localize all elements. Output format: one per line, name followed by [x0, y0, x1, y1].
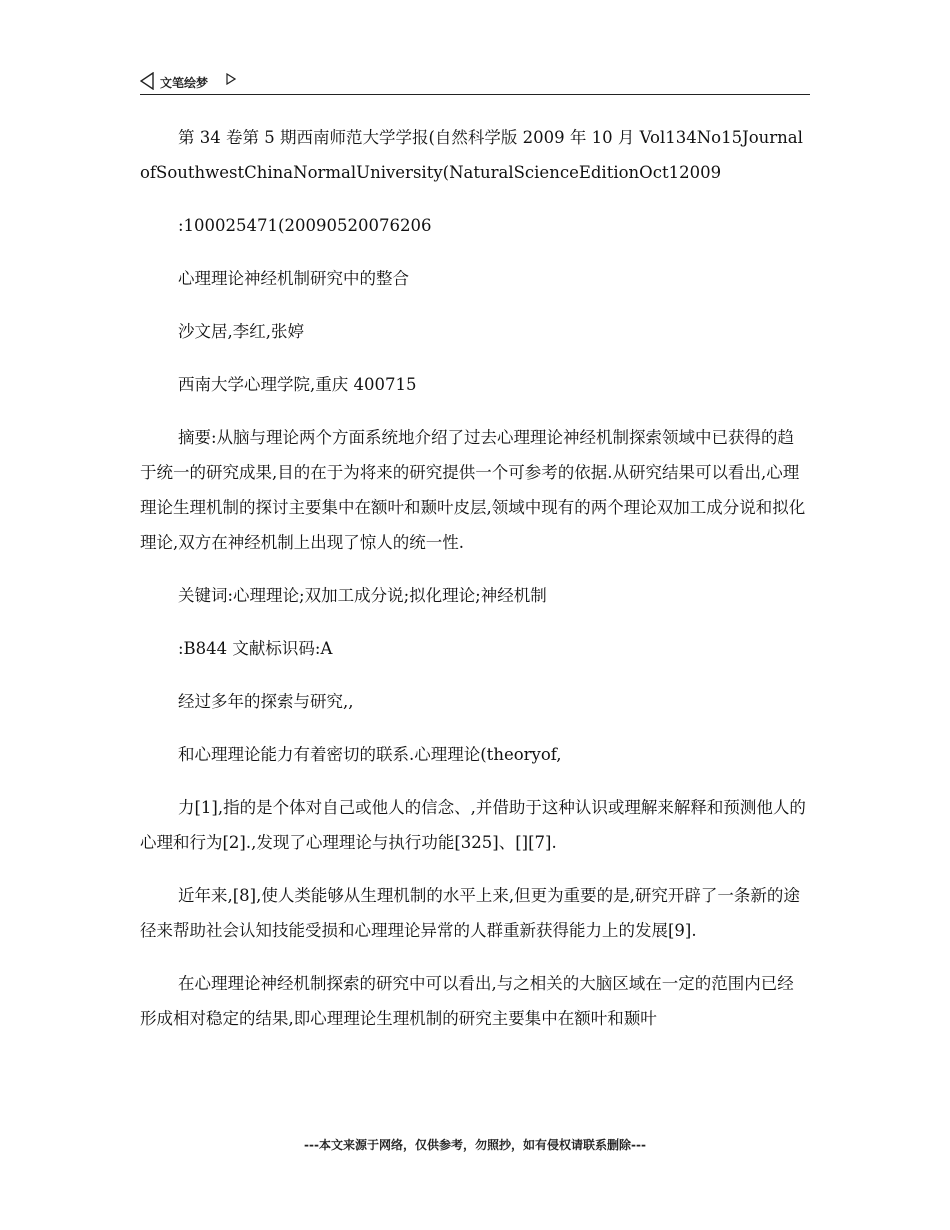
body-paragraph: 近年来,[8],使人类能够从生理机制的水平上来,但更为重要的是,研究开辟了一条新的途径来帮助社会认知技能受损和心理理论异常的人群重新获得能力上的发展[9].: [140, 886, 800, 940]
right-triangle-icon: [226, 73, 236, 85]
article-number: :100025471(20090520076206: [178, 216, 432, 235]
page-header: [140, 70, 810, 95]
header-title: 文笔绘梦: [160, 76, 209, 90]
authors: 沙文居,李红,张婷: [178, 322, 304, 341]
document-body: [140, 120, 810, 1054]
body-paragraph: 力[1],指的是个体对自己或他人的信念、,并借助于这种认识或理解来解释和预测他人的心理和行为[2].,发现了心理理论与执行功能[325]、[][7].: [140, 798, 806, 852]
affiliation: 西南大学心理学院,重庆 400715: [178, 375, 417, 394]
abstract: 摘要:从脑与理论两个方面系统地介绍了过去心理理论神经机制探索领域中已获得的趋于统一的研究成果,目的在于为将来的研究提供一个可参考的依据.从研究结果可以看出,心理理论生理机制的探讨主要集中在额叶和颞叶皮层,领域中现有的两个理论双加工成分说和拟化理论,双方在神经机制上出现了惊人的统一性.: [140, 428, 806, 552]
body-paragraph: 在心理理论神经机制探索的研究中可以看出,与之相关的大脑区域在一定的范围内已经形成相对稳定的结果,即心理理论生理机制的研究主要集中在额叶和颞叶: [140, 974, 794, 1028]
left-triangle-icon: [140, 72, 154, 90]
body-paragraph: 和心理理论能力有着密切的联系.心理理论(theoryof,: [178, 745, 562, 764]
journal-info: 第 34 卷第 5 期西南师范大学学报(自然科学版 2009 年 10 月 Vol134No15JournalofSouthwestChinaNormalUniversity(NaturalScienceEditionOct12009: [140, 128, 803, 182]
classification-code: :B844 文献标识码:A: [178, 639, 333, 658]
keywords: 关键词:心理理论;双加工成分说;拟化理论;神经机制: [178, 586, 547, 605]
page-footer: ---本文来源于网络，仅供参考，勿照抄，如有侵权请联系删除---: [304, 1138, 646, 1152]
body-paragraph: 经过多年的探索与研究,,: [178, 692, 354, 711]
article-title: 心理理论神经机制研究中的整合: [178, 269, 409, 288]
